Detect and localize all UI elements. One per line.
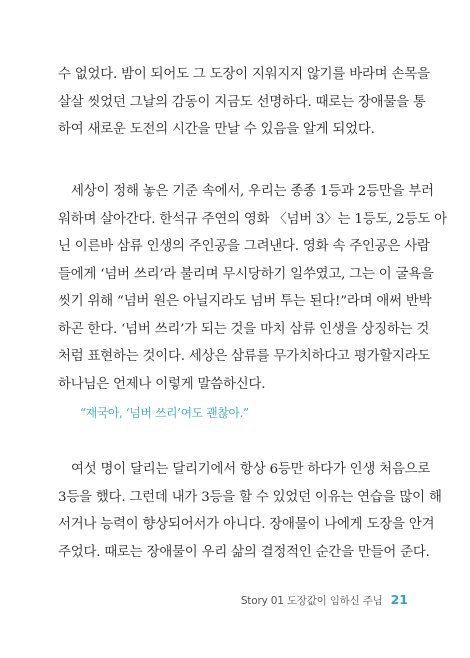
page-number: 21: [390, 592, 408, 607]
text-line: 씻기 위해 “넘버 원은 아닐지라도 넘버 투는 된다!”라며 애써 반박: [58, 294, 432, 309]
highlighted-quote: “재국아, ‘넘버 쓰리’여도 괜찮아.”: [80, 406, 249, 420]
text-line: 닌 이른바 삼류 인생의 주인공을 그려낸다. 영화 속 주인공은 사람: [58, 239, 430, 254]
text-line: 워하며 살아간다. 한석규 주연의 영화 〈넘버 3〉는 1등도, 2등도 아: [58, 211, 447, 227]
text-line: 주었다. 때로는 장애물이 우리 삶의 결정적인 순간을 만들어 준다.: [58, 544, 430, 560]
text-line: 여섯 명이 달리는 달리기에서 항상 6등만 하다가 인생 처음으로: [71, 462, 431, 477]
text-line: 들에게 ‘넘버 쓰리’라 불리며 무시당하기 일쑤였고, 그는 이 굴욕을: [58, 266, 434, 282]
paragraph-1: [58, 61, 430, 144]
text-line: 수 없었다. 밤이 되어도 그 도장이 지워지지 않기를 바라며 손목을: [58, 67, 430, 82]
text-line: 하곤 한다. ‘넘버 쓰리’가 되는 것을 마치 삼류 인생을 상징하는 것: [58, 321, 430, 337]
text-line: 3등을 했다. 그런데 내가 3등을 할 수 있었던 이유는 연습을 많이 해: [58, 489, 442, 505]
text-line: 세상이 정해 놓은 기준 속에서, 우리는 종종 1등과 2등만을 부러: [71, 184, 434, 199]
text-line: 하나님은 언제나 이렇게 말씀하신다.: [58, 376, 266, 392]
text-line: 서거나 능력이 향상되어서가 아니다. 장애물이 나에게 도장을 안겨: [58, 517, 435, 532]
text-line: 처럼 표현하는 것이다. 세상은 삼류를 무가치하다고 평가할지라도: [58, 349, 431, 364]
text-line: 살살 씻었던 그날의 감동이 지금도 선명하다. 때로는 장애물을 통: [58, 94, 426, 110]
page-footer: [241, 592, 408, 608]
running-footer-title: Story 01 도장값이 임하신 주님: [240, 595, 383, 607]
paragraph-3: [58, 456, 442, 566]
paragraph-2: [58, 178, 447, 398]
text-line: 하여 새로운 도전의 시간을 만날 수 있음을 알게 되었다.: [58, 122, 375, 137]
